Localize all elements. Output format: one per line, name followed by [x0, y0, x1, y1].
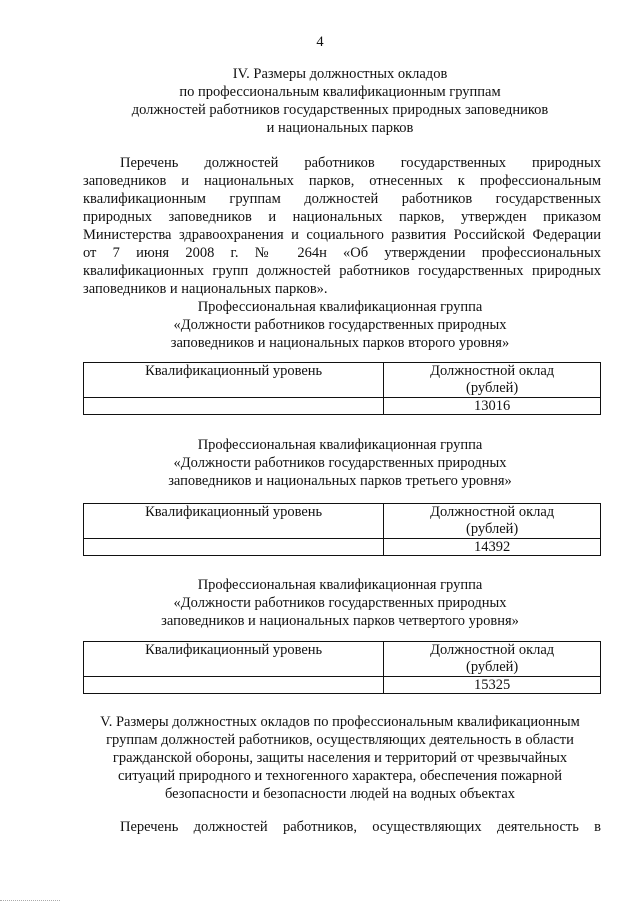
header-salary-line2: (рублей) [466, 521, 519, 537]
paragraph-line: заповедников и национальных парков». [83, 281, 328, 297]
heading-line: группам должностей работников, осуществляющих деятельность в области [106, 732, 574, 748]
salary-table-second-level [83, 362, 601, 415]
paragraph-line: Перечень должностей работников государственных природных [120, 155, 601, 171]
level-cell [84, 677, 384, 694]
heading-line: по профессиональным квалификационным группам [179, 84, 501, 100]
group-title-line: заповедников и национальных парков четвертого уровня» [161, 613, 519, 629]
heading-line: и национальных парков [266, 120, 414, 136]
heading-line: должностей работников государственных природных заповедников [131, 102, 549, 118]
page-number: 4 [316, 34, 324, 50]
header-salary-line1: Должностной оклад [430, 504, 555, 520]
section-5-heading [40, 713, 640, 803]
header-salary-line2: (рублей) [466, 380, 519, 396]
header-salary [384, 504, 601, 539]
header-salary-line1: Должностной оклад [430, 642, 555, 658]
salary-table-fourth-level [83, 641, 601, 694]
section-4-intro [83, 154, 601, 298]
header-salary-line2: (рублей) [466, 659, 519, 675]
table-header-row [84, 363, 601, 398]
group-title-line: заповедников и национальных парков второго уровня» [170, 335, 510, 351]
section-5-intro [83, 818, 601, 836]
paragraph-line: заповедников и национальных парков, отнесенных к профессиональным [83, 173, 601, 189]
group-title-third-level [40, 436, 640, 490]
header-level: Квалификационный уровень [84, 504, 384, 539]
paragraph-line: Перечень должностей работников, осуществляющих деятельность в [120, 819, 601, 835]
heading-line: ситуаций природного и техногенного характера, обеспечения пожарной [118, 768, 562, 784]
level-cell [84, 398, 384, 415]
table-header-row [84, 642, 601, 677]
heading-line: гражданской обороны, защиты населения и территорий от чрезвычайных [112, 750, 568, 766]
group-title-line: Профессиональная квалификационная группа [197, 299, 483, 315]
group-title-fourth-level [40, 576, 640, 630]
salary-cell: 14392 [384, 539, 601, 556]
footer-mark [0, 900, 60, 903]
header-salary [384, 642, 601, 677]
header-level: Квалификационный уровень [84, 642, 384, 677]
table-row [84, 398, 601, 415]
salary-cell: 15325 [384, 677, 601, 694]
heading-line: безопасности и безопасности людей на водных объектах [164, 786, 516, 802]
header-salary [384, 363, 601, 398]
table-row [84, 677, 601, 694]
header-salary-line1: Должностной оклад [430, 363, 555, 379]
paragraph-line: природных заповедников и национальных парков, утвержден приказом [83, 209, 601, 225]
group-title-line: Профессиональная квалификационная группа [197, 577, 483, 593]
heading-line: V. Размеры должностных окладов по профессиональным квалификационным [100, 714, 580, 730]
salary-table-third-level [83, 503, 601, 556]
salary-cell: 13016 [384, 398, 601, 415]
paragraph-line: от 7 июня 2008 г. № 264н «Об утверждении профессиональных [83, 245, 601, 261]
group-title-second-level [40, 298, 640, 352]
heading-line: IV. Размеры должностных окладов [232, 66, 448, 82]
group-title-line: заповедников и национальных парков третьего уровня» [168, 473, 512, 489]
table-header-row [84, 504, 601, 539]
paragraph-line: Министерства здравоохранения и социального развития Российской Федерации [83, 227, 601, 243]
group-title-line: «Должности работников государственных природных [173, 455, 507, 471]
group-title-line: «Должности работников государственных природных [173, 595, 507, 611]
header-level: Квалификационный уровень [84, 363, 384, 398]
group-title-line: Профессиональная квалификационная группа [197, 437, 483, 453]
paragraph-line: квалификационных групп должностей работников государственных природных [83, 263, 601, 279]
level-cell [84, 539, 384, 556]
table-row [84, 539, 601, 556]
paragraph-line: квалификационным группам должностей работников государственных [83, 191, 601, 207]
section-4-heading [40, 65, 640, 137]
group-title-line: «Должности работников государственных природных [173, 317, 507, 333]
